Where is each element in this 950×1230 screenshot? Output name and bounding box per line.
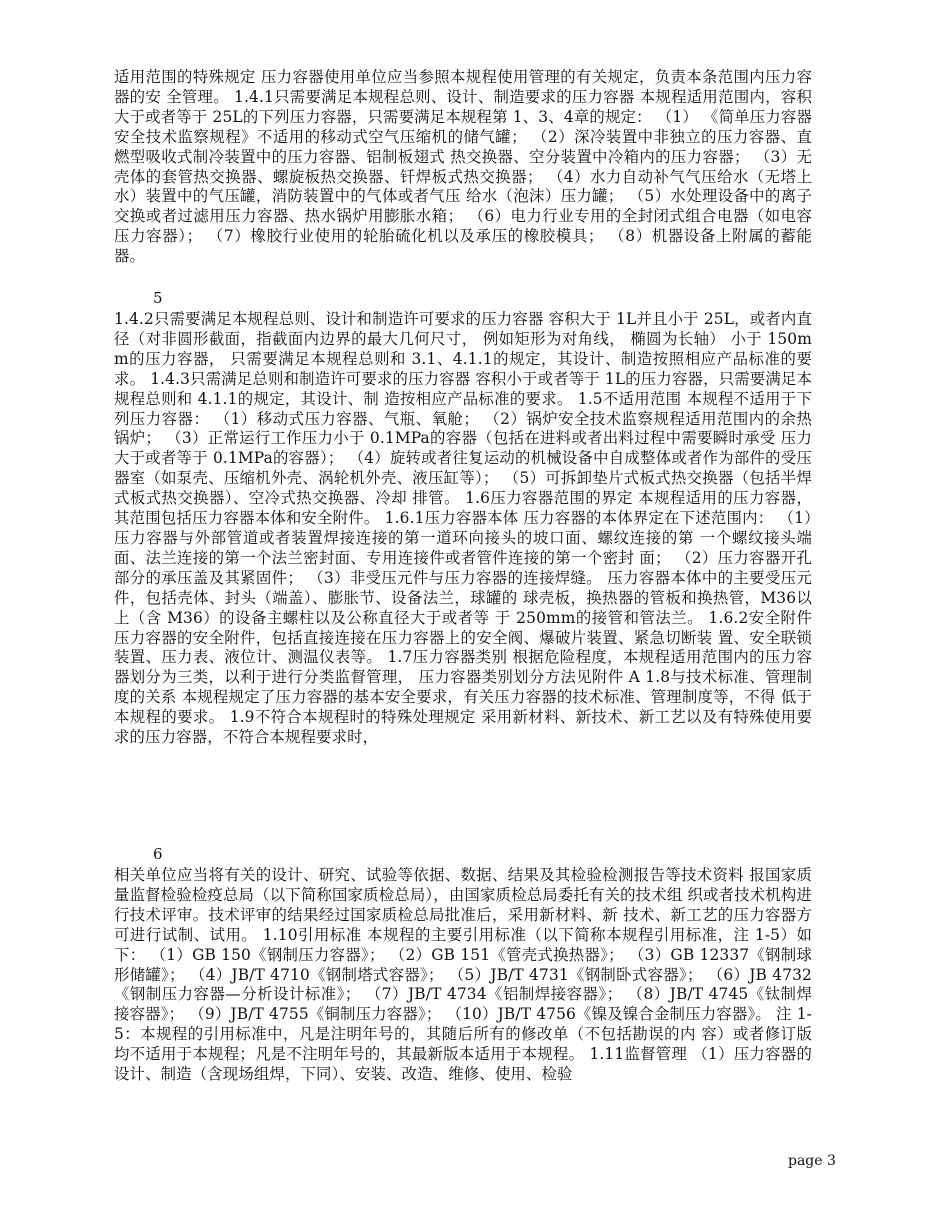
page-number: page 3 [788,1153,836,1169]
body-paragraph-2: 1.4.2只需要满足本规程总则、设计和制造许可要求的压力容器 容积大于 1L并且小于 25L，或者内直径（对非圆形截面，指截面内边界的最大几何尺寸， 例如矩形为对角线， 椭圆为长轴） 小于 150mm的压力容器， 只需要满足本规程总则和 3.1、4.1.1的规定，其设计、制造按照相应产品标准的要求。 1.4.3只需满足总则和制造许可要求的压力容器 容积小于或者等于 1L的压力容器，只需要满足本规程总则和 4.1.1的规定，其设计、制 造按相应产品标准的要求。 1.5不适用范围 本规程不适用于下列压力容器： （1）移动式压力容器、气瓶、氧舱； （2）锅炉安全技术监察规程适用范围内的余热锅炉； （3）正常运行工作压力小于 0.1MPa的容器（包括在进料或者出料过程中需要瞬时承受 压力大于或者等于 0.1MPa的容器）； （4）旋转或者往复运动的机械设备中自成整体或者作为部件的受压器室（如泵壳、压缩机外壳、涡轮机外壳、液压缸等）； （5）可拆卸垫片式板式热交换器（包括半焊式板式热交换器）、空冷式热交换器、冷却 排管。 1.6压力容器范围的界定 本规程适用的压力容器，其范围包括压力容器本体和安全附件。 1.6.1压力容器本体 压力容器的本体界定在下述范围内： （1）压力容器与外部管道或者装置焊接连接的第一道环向接头的坡口面、螺纹连接的第 一个螺纹接头端面、法兰连接的第一个法兰密封面、专用连接件或者管件连接的第一个密封 面； （2）压力容器开孔部分的承压盖及其紧固件； （3）非受压元件与压力容器的连接焊缝。 压力容器本体中的主要受压元件，包括壳体、封头（端盖）、膨胀节、设备法兰，球罐的 球壳板，换热器的管板和换热管，M36以上（含 M36）的设备主螺柱以及公称直径大于或者等 于 250mm的接管和管法兰。 1.6.2安全附件 压力容器的安全附件，包括直接连接在压力容器上的安全阀、爆破片装置、紧急切断装 置、安全联锁装置、压力表、液位计、测温仪表等。 1.7压力容器类别 根据危险程度，本规程适用范围内的压力容器划分为三类，以利于进行分类监督管理， 压力容器类别划分方法见附件 A 1.8与技术标准、管理制度的关系 本规程规定了压力容器的基本安全要求，有关压力容器的技术标准、管理制度等，不得 低于本规程的要求。 1.9不符合本规程时的特殊处理规定 采用新材料、新技术、新工艺以及有特殊使用要求的压力容器，不符合本规程要求时， [114,310,812,747]
body-paragraph-3: 相关单位应当将有关的设计、研究、试验等依据、数据、结果及其检验检测报告等技术资料 报国家质量监督检验检疫总局（以下简称国家质检总局），由国家质检总局委托有关的技术组 织或者技术机构进行技术评审。技术评审的结果经过国家质检总局批准后，采用新材料、新 技术、新工艺的压力容器方可进行试制、试用。 1.10引用标准 本规程的主要引用标准（以下简称本规程引用标准，注 1-5）如下： （1）GB 150《钢制压力容器》； （2）GB 151《管壳式换热器》； （3）GB 12337《钢制球形储罐》； （4）JB/T 4710《钢制塔式容器》； （5）JB/T 4731《钢制卧式容器》； （6）JB 4732《钢制压力容器—分析设计标准》； （7）JB/T 4734《铝制焊接容器》； （8）JB/T 4745《钛制焊接容器》； （9）JB/T 4755《铜制压力容器》； （10）JB/T 4756《镍及镍合金制压力容器》。 注 1-5：本规程的引用标准中，凡是注明年号的，其随后所有的修改单（不包括勘误的内 容）或者修订版均不适用于本规程；凡是不注明年号的，其最新版本适用于本规程。 1.11监督管理 （1）压力容器的设计、制造（含现场组焊，下同）、安装、改造、维修、使用、检验 [114,866,812,1084]
body-paragraph-1: 适用范围的特殊规定 压力容器使用单位应当参照本规程使用管理的有关规定，负责本条范围内压力容器的安 全管理。 1.4.1只需要满足本规程总则、设计、制造要求的压力容器 本规程适用范围内，容积大于或者等于 25L的下列压力容器，只需要满足本规程第 1、3、4章的规定： （1） 《简单压力容器安全技术监察规程》不适用的移动式空气压缩机的储气罐； （2）深冷装置中非独立的压力容器、直燃型吸收式制冷装置中的压力容器、铝制板翅式 热交换器、空分装置中冷箱内的压力容器； （3）无壳体的套管热交换器、螺旋板热交换器、钎焊板式热交换器； （4）水力自动补气气压给水（无塔上水）装置中的气压罐，消防装置中的气体或者气压 给水（泡沫）压力罐； （5）水处理设备中的离子交换或者过滤用压力容器、热水锅炉用膨胀水箱； （6）电力行业专用的全封闭式组合电器（如电容压力容器）； （7）橡胶行业使用的轮胎硫化机以及承压的橡胶模具； （8）机器设备上附属的蓄能器。 [114,68,812,266]
source-page-marker-5: 5 [153,289,163,307]
source-page-marker-6: 6 [153,845,163,863]
